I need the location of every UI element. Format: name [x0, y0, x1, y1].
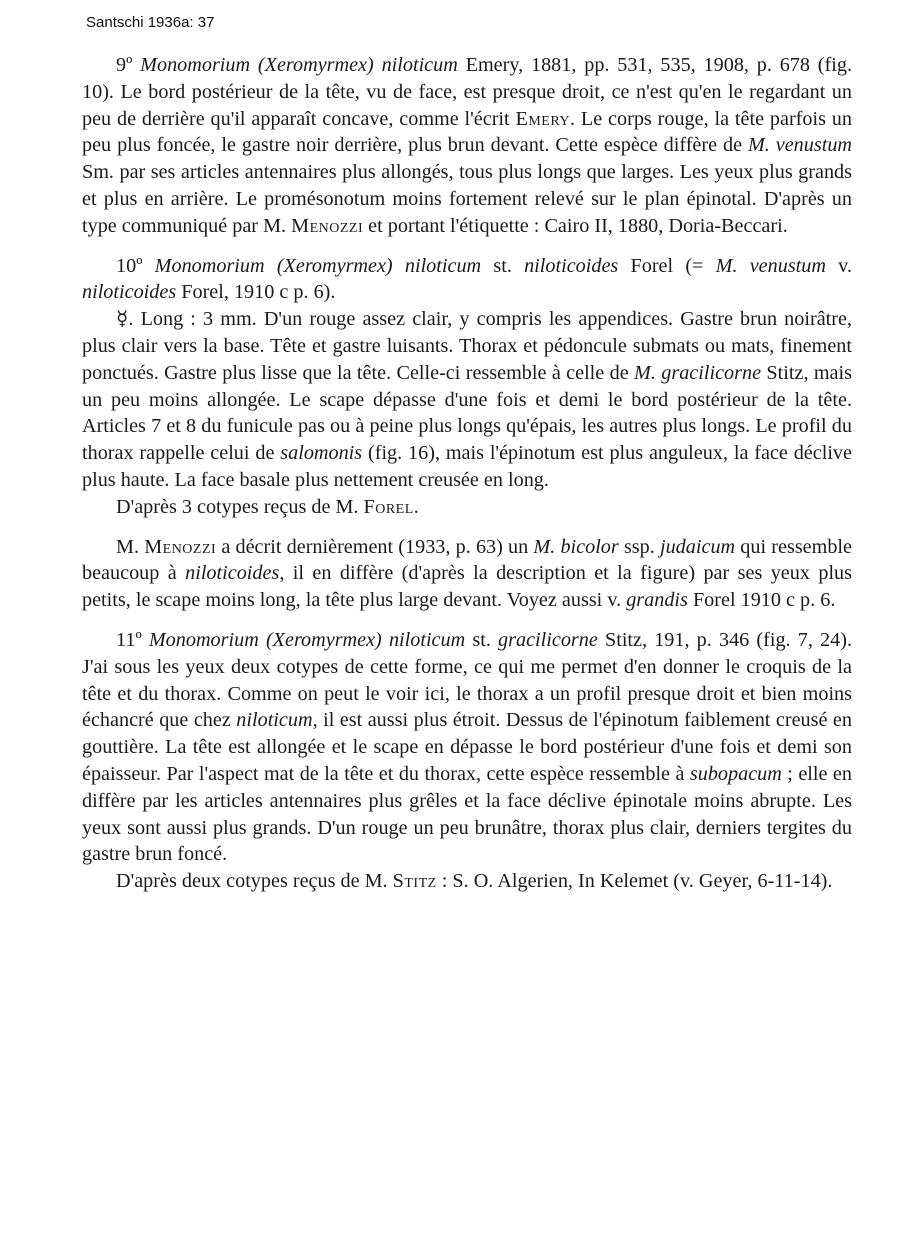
entry-10-species: niloticum [404, 254, 482, 277]
entry-10-genus: Monomorium [154, 254, 265, 277]
entry-10-species-salomonis: salomonis [280, 442, 363, 465]
entry-11-cotypes-1: D'après deux cotypes reçus de M. [116, 870, 393, 893]
entry-10-note-6: Forel 1910 c p. 6. [687, 589, 836, 612]
entry-9-text-3: Sm. par ses articles antennaires plus allongés, tous plus longs que larges. Les yeux plus grands et plus en arrière. Le promésonotum moins fortement relevé sur le plan épinotal. D'après un type communiqué par M. [82, 161, 852, 237]
entry-10-desc-2: Stitz, mais un peu moins allongée. Le scape dépasse d'une fois et demi le bord postérieur de la tête. Articles 7 et 8 du funicule pas ou à peine plus longs qu'épais, les autres plus longs. Le profil du thorax rappelle celui de [82, 361, 852, 465]
entry-10-st: st. [481, 254, 525, 277]
entry-11-author-stitz: Stitz [392, 870, 437, 893]
entry-10-note-3: ssp. [618, 535, 660, 558]
entry-11-species: niloticum [388, 628, 466, 651]
entry-9-number: 9º [116, 54, 133, 76]
entry-11-number: 11º [116, 628, 142, 651]
entry-11-text-1: Stitz, 191, p. 346 (fig. 7, 24). J'ai sous les yeux deux cotypes de cette forme, ce qui me permet d'en donner le croquis de la tête et du thorax. Comme on peut le voir ici, le thorax a un profil presque droit et bien moins échancré que chez [82, 628, 853, 732]
entry-11-text-2: , il est aussi plus étroit. Dessus de l'épinotum faiblement creusé en gouttière. La tête est allongée et le scape en dépasse le bord postérieur d'une fois et demi son épaisseur. Par l'aspect mat de la tête et du thorax, cette espèce ressemble à [82, 709, 852, 785]
entry-9-genus: Monomorium [140, 54, 251, 76]
entry-11-st: st. [465, 628, 499, 651]
entry-11-subspecies: gracilicorne [498, 628, 598, 651]
entry-10-cotypes-2: . [413, 495, 419, 518]
entry-9-species-venustum: M. venustum [747, 134, 852, 157]
entry-10-text-2: v. [825, 254, 853, 277]
entry-10-note-judaicum: judaicum [659, 535, 736, 558]
entry-11-species-subopacum: subopacum [689, 762, 782, 785]
body-text [82, 52, 852, 895]
entry-10-cotypes-paragraph [82, 494, 852, 521]
entry-9-subgenus: (Xeromyrmex) [257, 54, 374, 76]
running-head-citation: Santschi 1936a: 37 [86, 14, 215, 31]
entry-9-species: niloticum [381, 54, 458, 76]
entry-11-cotypes-paragraph [82, 868, 852, 895]
entry-11-genus: Monomorium [148, 628, 259, 651]
entry-11-subgenus: (Xeromyrmex) [265, 628, 382, 651]
entry-10-text-3: Forel, 1910 c p. 6). [176, 281, 336, 304]
entry-11-cotypes-2: : S. O. Algerien, In Kelemet (v. Geyer, 6-11-14). [436, 870, 833, 893]
entry-10-variety: niloticoides [82, 281, 177, 304]
entry-10-synonym: M. venustum [715, 254, 826, 277]
entry-10-text-1: Forel (= [618, 254, 716, 277]
entry-10-note-4: qui ressemble beaucoup à [82, 535, 852, 585]
entry-9-text-2: . Le corps rouge, la tête parfois un peu plus foncée, le gastre noir derrière, plus brun devant. Cette espèce diffère de [82, 107, 852, 157]
entry-11-paragraph [82, 627, 852, 868]
entry-10-heading-paragraph [82, 253, 852, 307]
entry-10-desc-1: ☿. Long : 3 mm. D'un rouge assez clair, y compris les appendices. Gastre brun noirâtre, plus clair vers la base. Tête et gastre luisants. Thorax et pédoncule submats ou mats, finement ponctués. Gastre plus lisse que la tête. Celle-ci ressemble à celle de [82, 308, 852, 384]
entry-10-species-gracilicorne: M. gracilicorne [634, 361, 762, 384]
entry-10-note-2: a décrit dernièrement (1933, p. 63) un [216, 535, 534, 558]
entry-10-author-forel: Forel [363, 495, 414, 518]
entry-10-note-paragraph [82, 534, 852, 614]
entry-10-cotypes-1: D'après 3 cotypes reçus de M. [116, 495, 364, 518]
entry-11-species-niloticum: niloticum [236, 709, 313, 732]
entry-9-text-1: Emery, 1881, pp. 531, 535, 1908, p. 678 (fig. 10). Le bord postérieur de la tête, vu de face, est presque droit, ce n'est qu'en le regardant un peu de derrière qu'il apparaît concave, comme l'écrit [82, 54, 853, 130]
entry-10-description-paragraph [82, 306, 852, 494]
entry-9-text-4: et portant l'étiquette : Cairo II, 1880, Doria-Beccari. [363, 214, 788, 237]
entry-11-text-3: ; elle en diffère par les articles antennaires plus grêles et la face déclive épinotale moins abrupte. Les yeux sont aussi plus grands. D'un rouge un peu brunâtre, thorax plus clair, derniers tergites du gastre brun foncé. [82, 762, 852, 866]
entry-9-paragraph [82, 52, 852, 240]
entry-10-desc-3: (fig. 16), mais l'épinotum est plus anguleux, la face déclive plus haute. La face basale plus nettement creusée en long. [82, 442, 852, 491]
entry-10-note-niloticoides: niloticoides [185, 562, 280, 585]
entry-10-note-1: M. [116, 535, 145, 558]
entry-10-note-5: , il en diffère (d'après la description et la figure) par ses yeux plus petits, le scape moins long, la tête plus large devant. Voyez aussi v. [82, 562, 853, 612]
entry-10-number: 10º [116, 254, 143, 277]
entry-9-author-emery: Emery [515, 107, 571, 130]
entry-10-subgenus: (Xeromyrmex) [276, 254, 393, 277]
entry-9-author-menozzi: Menozzi [291, 214, 364, 237]
entry-10-note-menozzi: Menozzi [144, 535, 217, 558]
entry-10-subspecies: niloticoides [524, 254, 619, 277]
entry-10-note-grandis: grandis [626, 589, 688, 612]
entry-10-note-bicolor: M. bicolor [533, 535, 619, 558]
